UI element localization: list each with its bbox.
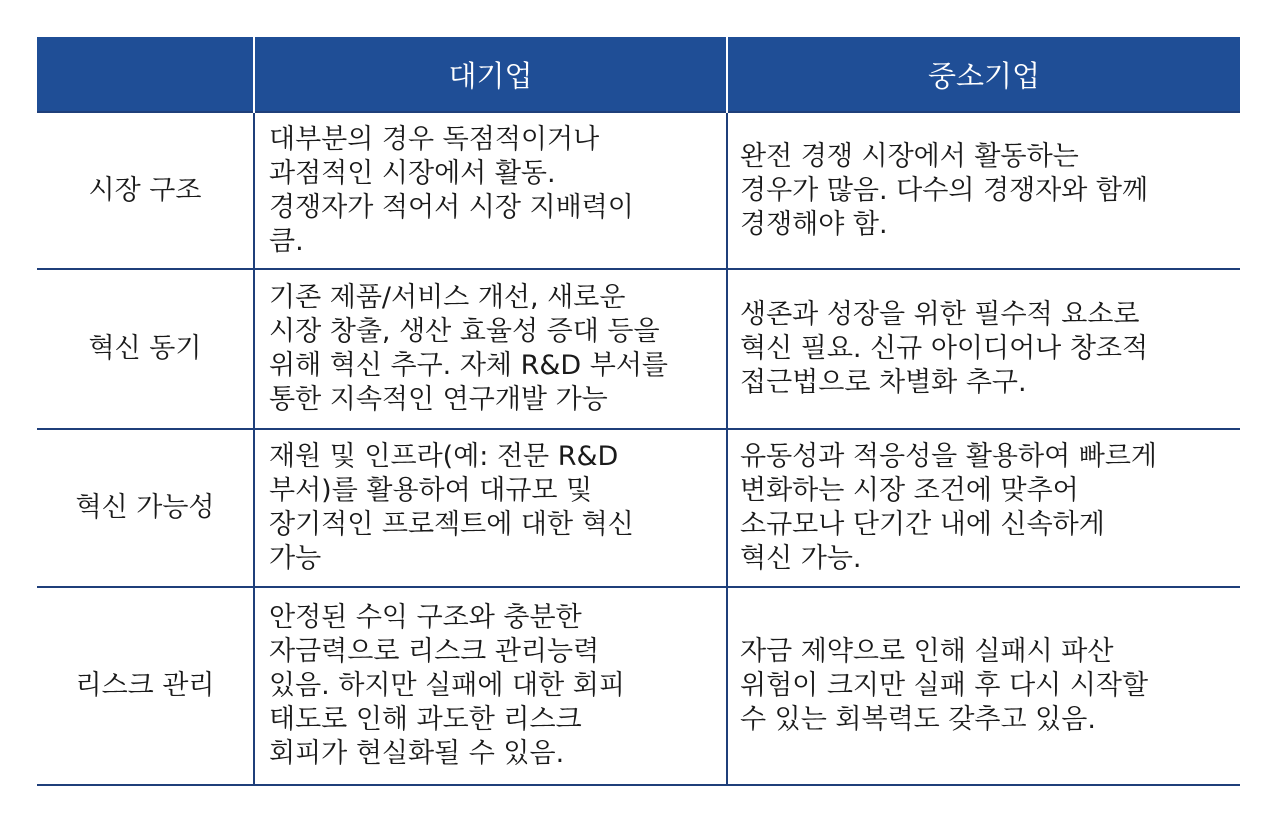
row-label: 리스크 관리 <box>37 587 254 785</box>
header-empty-cell <box>37 37 254 112</box>
small-company-cell: 생존과 성장을 위한 필수적 요소로 혁신 필요. 신규 아이디어나 창조적 접근법으로 차별화 추구. <box>727 269 1240 429</box>
table-header <box>37 37 1240 112</box>
table-row <box>37 587 1240 785</box>
large-company-cell: 대부분의 경우 독점적이거나 과점적인 시장에서 활동. 경쟁자가 적어서 시장 지배력이 큼. <box>254 112 727 269</box>
header-row <box>37 37 1240 112</box>
header-large-company: 대기업 <box>254 37 727 112</box>
row-label: 시장 구조 <box>37 112 254 269</box>
table-body <box>37 112 1240 785</box>
large-company-cell: 기존 제품/서비스 개선, 새로운 시장 창출, 생산 효율성 증대 등을 위해 혁신 추구. 자체 R&D 부서를 통한 지속적인 연구개발 가능 <box>254 269 727 429</box>
small-company-cell: 유동성과 적응성을 활용하여 빠르게 변화하는 시장 조건에 맞추어 소규모나 단기간 내에 신속하게 혁신 가능. <box>727 429 1240 587</box>
small-company-cell: 완전 경쟁 시장에서 활동하는 경우가 많음. 다수의 경쟁자와 함께 경쟁해야 함. <box>727 112 1240 269</box>
table-row <box>37 269 1240 429</box>
row-label: 혁신 가능성 <box>37 429 254 587</box>
header-small-company: 중소기업 <box>727 37 1240 112</box>
small-company-cell: 자금 제약으로 인해 실패시 파산 위험이 크지만 실패 후 다시 시작할 수 있는 회복력도 갖추고 있음. <box>727 587 1240 785</box>
large-company-cell: 안정된 수익 구조와 충분한 자금력으로 리스크 관리능력 있음. 하지만 실패에 대한 회피 태도로 인해 과도한 리스크 회피가 현실화될 수 있음. <box>254 587 727 785</box>
table-row <box>37 112 1240 269</box>
large-company-cell: 재원 및 인프라(예: 전문 R&D 부서)를 활용하여 대규모 및 장기적인 프로젝트에 대한 혁신 가능 <box>254 429 727 587</box>
comparison-table <box>37 37 1240 786</box>
row-label: 혁신 동기 <box>37 269 254 429</box>
table-row <box>37 429 1240 587</box>
